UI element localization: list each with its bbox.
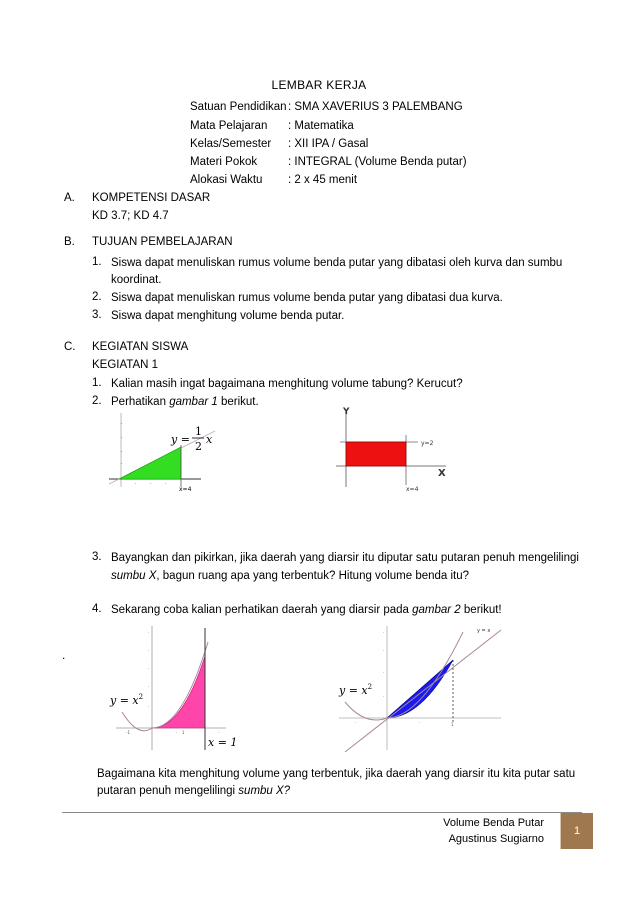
- list-item: Perhatikan gambar 1 berikut.: [111, 396, 259, 408]
- fig1b-axis-y: Y: [343, 407, 350, 417]
- svg-text:·: ·: [419, 720, 421, 725]
- section-c-letter: C.: [64, 341, 76, 353]
- list-number: 2.: [92, 395, 102, 407]
- svg-text:·: ·: [121, 435, 123, 441]
- footer-divider: [62, 812, 582, 813]
- list-item: Siswa dapat menuliskan rumus volume benda putar yang dibatasi oleh kurva dan sumbu: [111, 257, 563, 269]
- section-c-title: KEGIATAN SISWA: [92, 341, 189, 353]
- identity-key: Materi Pokok: [190, 156, 258, 168]
- list-item-continued: koordinat.: [111, 274, 162, 286]
- identity-key: Alokasi Waktu: [190, 174, 263, 186]
- svg-text:·: ·: [148, 666, 150, 671]
- section-a-letter: A.: [64, 192, 75, 204]
- fig1a-eq-num: 1: [195, 425, 202, 438]
- list-item: Bayangkan dan pikirkan, jika daerah yang diarsir itu diputar satu putaran penuh mengelilingi: [111, 552, 579, 564]
- svg-text:·: ·: [121, 421, 123, 427]
- identity-key: Satuan Pendidikan: [190, 101, 287, 113]
- page-title: LEMBAR KERJA: [271, 78, 367, 92]
- list-item: Siswa dapat menghitung volume benda putar.: [111, 310, 345, 322]
- footer-author: Agustinus Sugiarno: [448, 833, 544, 845]
- page-number: 1: [560, 813, 593, 849]
- list-number: 3.: [92, 309, 102, 321]
- figure-1b-rectangle: [326, 405, 461, 495]
- section-b-letter: B.: [64, 236, 75, 248]
- identity-key: Mata Pelajaran: [190, 120, 268, 132]
- stray-dot: .: [62, 648, 66, 662]
- closing-question: Bagaimana kita menghitung volume yang terbentuk, jika daerah yang diarsir itu kita putar satu putaran penuh mengelilingi sumbu X?: [97, 768, 576, 797]
- fig2b-eq: $y = x^2$: [339, 683, 373, 697]
- fig1a-eq-den: 2: [195, 440, 202, 453]
- fig1b-line-label: y=2: [421, 440, 434, 447]
- svg-text:1: 1: [451, 722, 454, 727]
- svg-text:·: ·: [355, 720, 357, 725]
- identity-value: : XII IPA / Gasal: [288, 138, 369, 150]
- list-number: 2.: [92, 291, 102, 303]
- svg-text:·: ·: [148, 704, 150, 709]
- fig1a-eq-x: x: [206, 433, 213, 446]
- figure-2a-parabola: [108, 622, 238, 752]
- svg-text:·: ·: [121, 449, 123, 455]
- fig2b-line-label: y = x: [477, 628, 491, 634]
- svg-text:·: ·: [176, 730, 178, 735]
- fig2a-x-label: x = 1: [208, 736, 238, 749]
- svg-text:·: ·: [148, 684, 150, 689]
- fig2a-eq: $y = x^2$: [110, 693, 144, 707]
- svg-text:·: ·: [165, 481, 167, 487]
- identity-value: : Matematika: [288, 120, 354, 132]
- identity-value: : SMA XAVERIUS 3 PALEMBANG: [288, 101, 463, 113]
- list-number: 3.: [92, 551, 102, 563]
- figure-2b-between-curves: [335, 622, 505, 752]
- svg-text:·: ·: [383, 648, 385, 653]
- fig1a-xlabel: x=4: [179, 486, 192, 493]
- svg-text:·: ·: [121, 461, 123, 467]
- svg-text:·: ·: [148, 648, 150, 653]
- list-item: Siswa dapat menuliskan rumus volume benda putar yang dibatasi dua kurva.: [111, 292, 503, 304]
- section-a-content: KD 3.7; KD 4.7: [92, 210, 169, 222]
- fig1b-x-label: x=4: [406, 486, 419, 493]
- svg-text:·: ·: [135, 481, 137, 487]
- fig1a-eq-y: y =: [171, 433, 190, 446]
- list-number: 1.: [92, 256, 102, 268]
- svg-text:·: ·: [218, 730, 220, 735]
- list-item: Sekarang coba kalian perhatikan daerah yang diarsir pada gambar 2 berikut!: [111, 604, 502, 616]
- figure-1a-triangle: [105, 405, 245, 495]
- list-number: 1.: [92, 377, 102, 389]
- svg-text:·: ·: [383, 694, 385, 699]
- footer-title: Volume Benda Putar: [443, 817, 544, 829]
- svg-text:·: ·: [383, 630, 385, 635]
- fig1b-axis-x: X: [438, 468, 446, 479]
- list-item: Kalian masih ingat bagaimana menghitung volume tabung? Kerucut?: [111, 378, 463, 390]
- section-b-title: TUJUAN PEMBELAJARAN: [92, 236, 233, 248]
- svg-text:·: ·: [148, 630, 150, 635]
- list-number: 4.: [92, 603, 102, 615]
- svg-text:·: ·: [150, 481, 152, 487]
- list-item-continued: sumbu X, bagun ruang apa yang terbentuk? Hitung volume benda itu?: [111, 570, 470, 582]
- svg-text:·: ·: [383, 670, 385, 675]
- identity-key: Kelas/Semester: [190, 138, 272, 150]
- identity-value: : 2 x 45 menit: [288, 174, 358, 186]
- section-a-title: KOMPETENSI DASAR: [92, 192, 211, 204]
- svg-text:-1: -1: [126, 730, 130, 735]
- section-c-subtitle: KEGIATAN 1: [92, 359, 159, 371]
- identity-value: : INTEGRAL (Volume Benda putar): [288, 156, 467, 168]
- svg-text:1: 1: [182, 730, 185, 735]
